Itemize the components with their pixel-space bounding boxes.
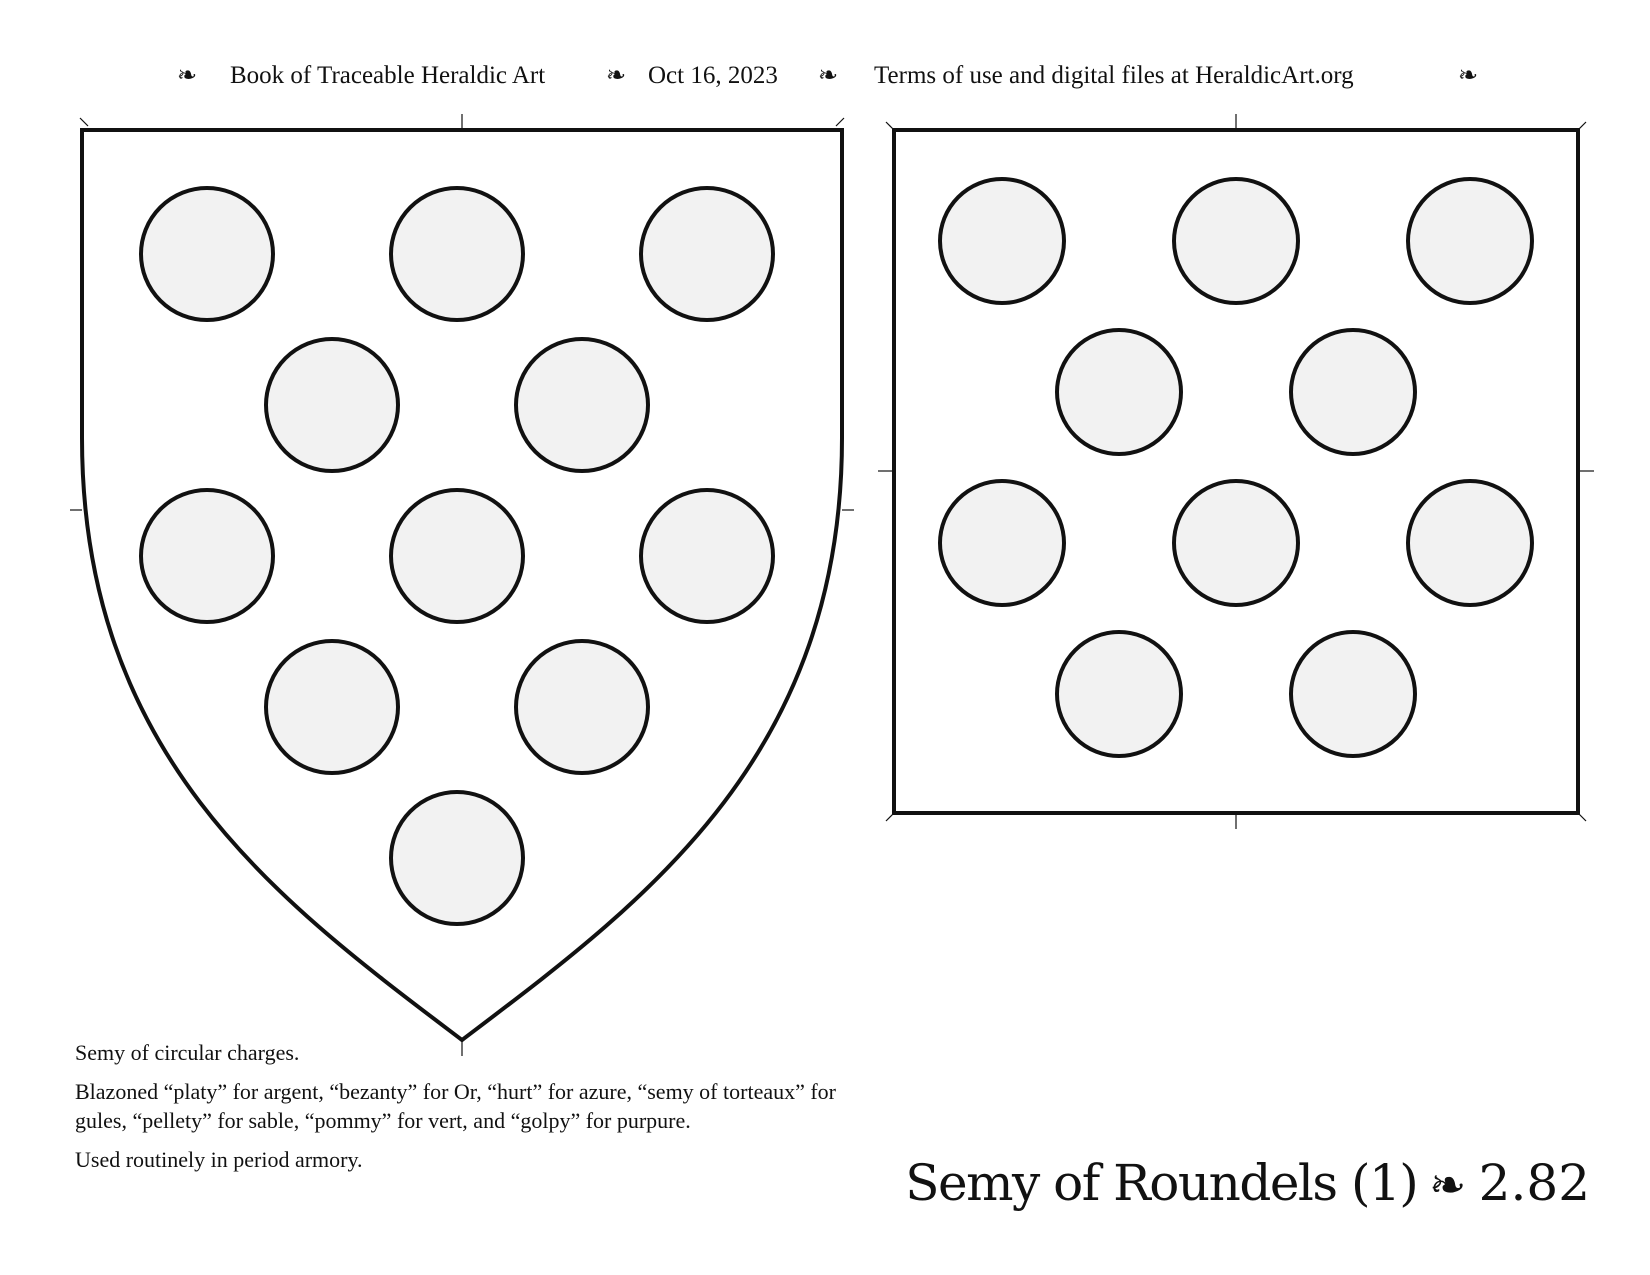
roundel: [266, 339, 398, 471]
fleuron-ornament: ❧: [1429, 1160, 1465, 1211]
roundel: [641, 188, 773, 320]
roundel: [1174, 179, 1298, 303]
plate-description: [75, 1038, 845, 1184]
plate-number: 2.82: [1478, 1154, 1590, 1212]
roundel: [391, 792, 523, 924]
roundel: [141, 188, 273, 320]
roundel: [1174, 481, 1298, 605]
book-title: Book of Traceable Heraldic Art: [230, 62, 546, 89]
description-summary: Semy of circular charges.: [75, 1040, 300, 1065]
roundel: [516, 641, 648, 773]
roundel: [516, 339, 648, 471]
terms-notice: Terms of use and digital files at HeraldicArt.org: [874, 62, 1354, 89]
roundel: [1057, 330, 1181, 454]
roundel: [1291, 632, 1415, 756]
registration-tick: [836, 118, 844, 126]
description-blazon: Blazoned “platy” for argent, “bezanty” for Or, “hurt” for azure, “semy of torteaux” for gules, “pellety” for sable, “pommy” for vert, and “golpy” for purpure.: [75, 1079, 837, 1133]
header-date: Oct 16, 2023: [648, 62, 778, 89]
fleuron-ornament: ❧: [606, 63, 627, 89]
roundel: [1408, 179, 1532, 303]
description-usage: Used routinely in period armory.: [75, 1147, 363, 1172]
roundel: [940, 179, 1064, 303]
plate-title: Semy of Roundels (1): [905, 1154, 1418, 1212]
registration-tick: [80, 118, 88, 126]
roundel: [266, 641, 398, 773]
roundel: [1408, 481, 1532, 605]
roundel: [641, 490, 773, 622]
plate-title-block: [905, 1148, 1590, 1218]
roundel: [1057, 632, 1181, 756]
roundel: [391, 188, 523, 320]
fleuron-ornament: ❧: [818, 63, 839, 89]
fleuron-ornament: ❧: [177, 63, 198, 89]
roundel: [940, 481, 1064, 605]
fleuron-ornament: ❧: [1458, 63, 1479, 89]
roundel: [391, 490, 523, 622]
roundel: [141, 490, 273, 622]
roundel: [1291, 330, 1415, 454]
